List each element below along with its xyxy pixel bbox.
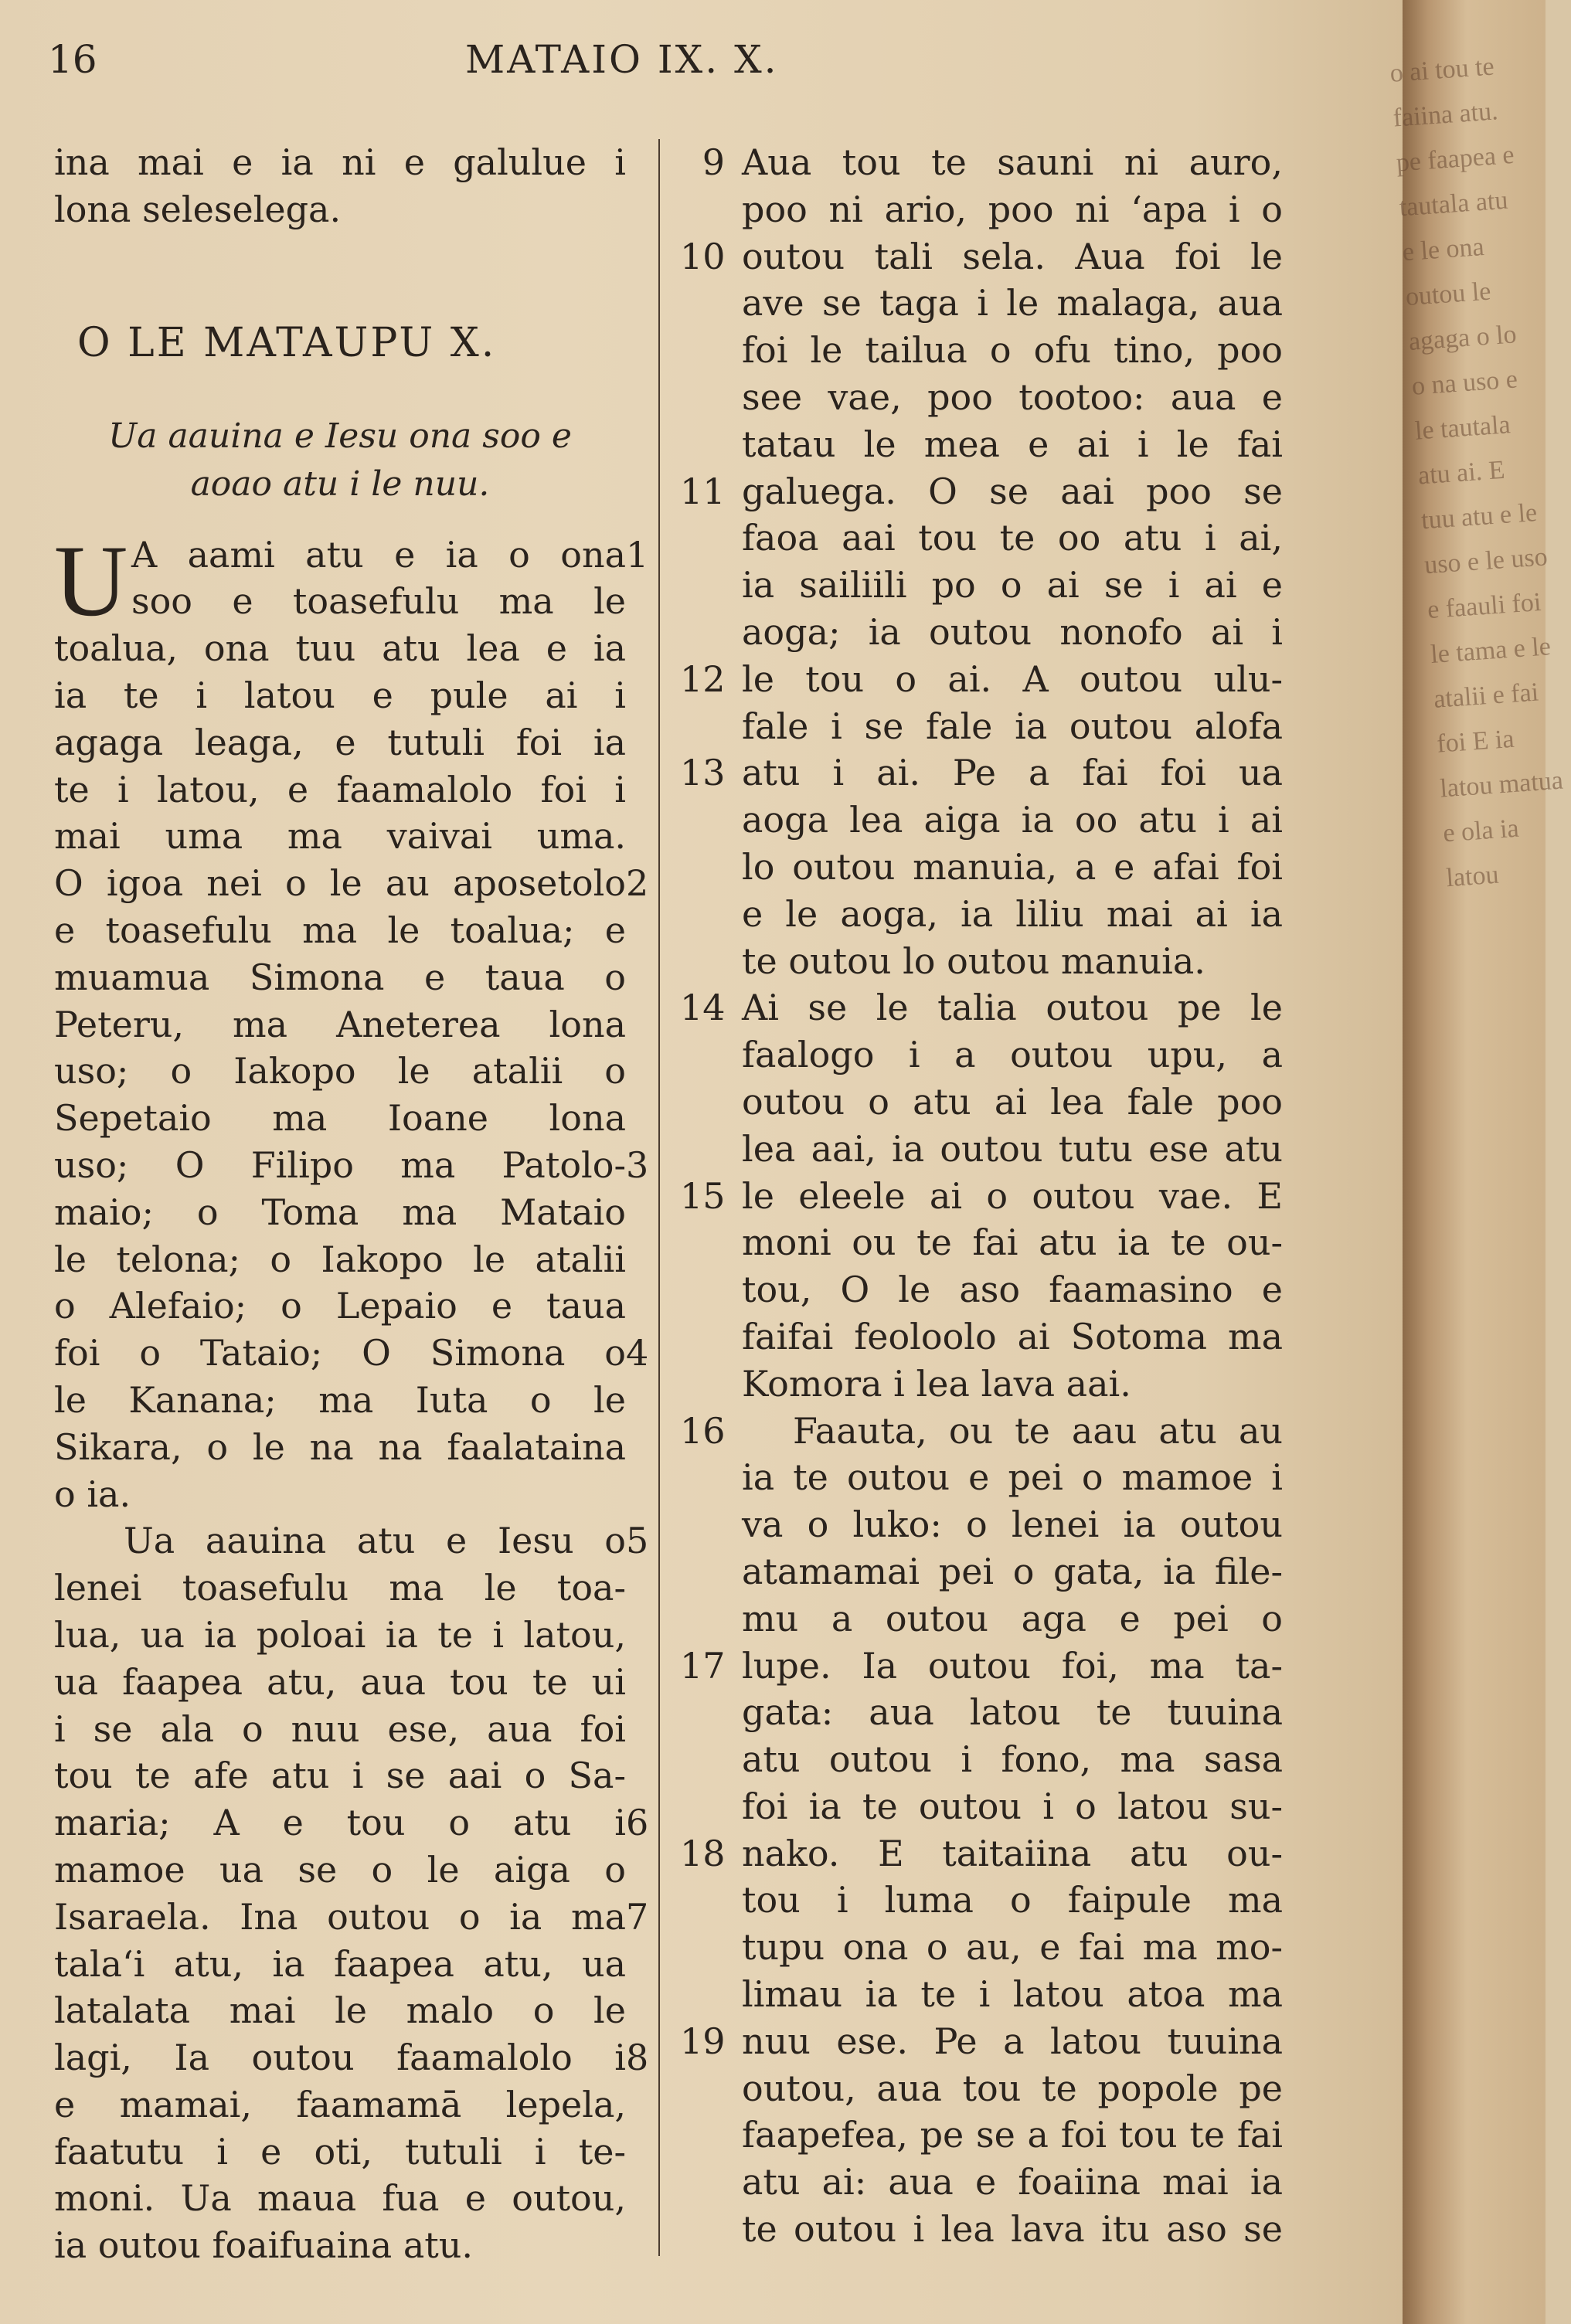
text-line xyxy=(680,1877,1283,1924)
text-line xyxy=(680,421,1283,468)
text-line xyxy=(54,1659,626,1706)
text-line xyxy=(54,860,649,907)
text-line xyxy=(54,1517,649,1565)
text-line xyxy=(680,1643,1283,1690)
line-text: poo ni ario, poo ni ‘apa i o xyxy=(742,188,1283,230)
text-line xyxy=(680,280,1283,327)
line-text: lea aai, ia outou tutu ese atu xyxy=(742,1127,1283,1170)
line-text: tatau le mea e ai i le fai xyxy=(742,423,1283,465)
line-text: mu a outou aga e pei o xyxy=(742,1597,1283,1639)
verse-number: 4 xyxy=(626,1332,649,1374)
page-header xyxy=(48,37,1269,91)
text-line xyxy=(680,1924,1283,1971)
line-text: ia te outou e pei o mamoe i xyxy=(742,1456,1283,1499)
text-line xyxy=(680,1971,1283,2018)
text-line xyxy=(54,954,626,1001)
text-line xyxy=(680,1830,1283,1877)
line-text: o ia. xyxy=(54,1473,131,1515)
line-text: outou, aua tou te popole pe xyxy=(742,2067,1283,2109)
line-text: atu ai: aua e foaiina mai ia xyxy=(742,2161,1283,2203)
verse-block xyxy=(54,523,649,2269)
verse-number: 1 xyxy=(626,533,649,576)
line-text: faifai feoloolo ai Sotoma ma xyxy=(742,1315,1283,1357)
line-text: Aua tou te sauni ni auro, xyxy=(742,141,1283,183)
line-text: gata: aua latou te tuuina xyxy=(742,1691,1283,1734)
text-line xyxy=(54,625,626,672)
text-line xyxy=(54,1283,626,1330)
text-line xyxy=(680,1454,1283,1501)
line-text: le eleele ai o outou vae. E xyxy=(742,1174,1283,1217)
line-text: ia te i latou e pule ai i xyxy=(54,674,626,716)
text-line xyxy=(680,2159,1283,2206)
text-line xyxy=(54,1236,626,1283)
text-line xyxy=(54,813,626,860)
line-text: le tou o ai. A outou ulu- xyxy=(742,657,1283,700)
line-text: maio; o Toma ma Mataio xyxy=(54,1191,626,1233)
line-text: aoga; ia outou nonofo ai i xyxy=(742,610,1283,653)
line-text: le Kanana; ma Iuta o le xyxy=(54,1378,626,1421)
line-text: Peteru, ma Aneterea lona xyxy=(54,1003,626,1045)
line-text: ia sailiili po o ai se i ai e xyxy=(742,564,1283,606)
line-text: atu i ai. Pe a fai foi ua xyxy=(742,752,1283,794)
summary-line: aoao atu i le nuu. xyxy=(190,464,490,504)
verse-number: 7 xyxy=(626,1895,649,1938)
line-text: o Alefaio; o Lepaio e taua xyxy=(54,1285,626,1327)
text-line xyxy=(680,233,1283,280)
text-line xyxy=(54,1471,626,1518)
text-line xyxy=(54,1799,649,1847)
text-line xyxy=(680,797,1283,844)
text-line xyxy=(54,2034,649,2081)
text-line xyxy=(680,562,1283,609)
text-line xyxy=(54,2129,626,2176)
text-line xyxy=(54,1189,626,1236)
line-text: atamamai pei o gata, ia file- xyxy=(742,1550,1283,1592)
line-text: i se ala o nuu ese, aua foi xyxy=(54,1707,626,1750)
running-title: MATAIO IX. X. xyxy=(465,37,779,82)
text-line xyxy=(54,672,626,719)
verse-number: 18 xyxy=(680,1832,726,1874)
line-text: Sikara, o le na na faalataina xyxy=(54,1425,626,1468)
text-line xyxy=(680,2065,1283,2112)
text-line xyxy=(54,532,649,579)
text-line: lona seleselega. xyxy=(54,188,342,230)
line-text: foi le tailua o ofu tino, poo xyxy=(742,329,1283,372)
verse-number: 11 xyxy=(680,470,726,512)
verse-number: 3 xyxy=(626,1143,649,1186)
line-text: Sepetaio ma Ioane lona xyxy=(54,1097,626,1140)
chapter-title: O LE MATAUPU X. xyxy=(77,319,497,366)
verse-number: 17 xyxy=(680,1644,726,1687)
line-text: Isaraela. Ina outou o ia ma xyxy=(54,1895,626,1938)
line-text: faapefea, pe se a foi tou te fai xyxy=(742,2114,1283,2156)
line-text: lagi, Ia outou faamalolo i xyxy=(54,2037,626,2079)
line-text: te outou i lea lava itu aso se xyxy=(742,2208,1283,2251)
verse-number: 12 xyxy=(680,657,726,700)
text-line xyxy=(54,1987,626,2034)
verse-number: 9 xyxy=(702,141,725,183)
verse-number: 13 xyxy=(680,752,726,794)
line-text: A aami atu e ia o ona xyxy=(131,533,626,576)
line-text: e le aoga, ia liliu mai ai ia xyxy=(742,892,1283,935)
text-line xyxy=(680,1595,1283,1643)
line-text: mai uma ma vaivai uma. xyxy=(54,815,626,858)
text-line xyxy=(54,766,626,814)
line-text: ave se taga i le malaga, aua xyxy=(742,282,1283,324)
text-line xyxy=(54,1142,649,1189)
line-text: outou tali sela. Aua foi le xyxy=(742,235,1283,277)
line-text: nuu ese. Pe a latou tuuina xyxy=(742,2020,1283,2062)
text-line xyxy=(54,1752,626,1799)
text-line xyxy=(680,468,1283,515)
text-line xyxy=(54,578,626,625)
line-text: lua, ua ia poloai ia te i latou, xyxy=(54,1613,626,1656)
line-text: le telona; o Iakopo le atalii xyxy=(54,1238,626,1280)
line-text: latalata mai le malo o le xyxy=(54,1989,626,2032)
line-text: faalogo i a outou upu, a xyxy=(742,1034,1283,1076)
text-line xyxy=(680,1313,1283,1361)
line-text: tou i luma o faipule ma xyxy=(742,1879,1283,1921)
text-line xyxy=(680,1219,1283,1266)
text-line xyxy=(680,609,1283,656)
text-line xyxy=(680,1783,1283,1830)
line-text: tou te afe atu i se aai o Sa- xyxy=(54,1755,626,1797)
line-text: Komora i lea lava aai. xyxy=(742,1362,1131,1405)
verse-number: 14 xyxy=(680,987,726,1029)
facing-page-edge xyxy=(1389,0,1564,2324)
text-line xyxy=(54,1941,626,1988)
line-text: e mamai, faamamā lepela, xyxy=(54,2083,626,2125)
line-text: tou, O le aso faamasino e xyxy=(742,1269,1283,1311)
line-text: fale i se fale ia outou alofa xyxy=(742,705,1283,747)
left-column xyxy=(54,139,649,2269)
line-text: outou o atu ai lea fale poo xyxy=(742,1080,1283,1123)
verse-number: 19 xyxy=(680,2020,726,2062)
line-text: Ua aauina atu e Iesu o xyxy=(124,1520,626,1562)
line-text: Ai se le talia outou pe le xyxy=(742,987,1283,1029)
text-line xyxy=(54,1706,626,1753)
line-text: agaga leaga, e tutuli foi ia xyxy=(54,721,626,763)
line-text: toalua, ona tuu atu lea e ia xyxy=(54,627,626,670)
text-line xyxy=(54,1330,649,1377)
text-line xyxy=(680,186,1283,233)
verse-number: 16 xyxy=(680,1409,726,1452)
line-text: ia outou foaifuaina atu. xyxy=(54,2224,473,2267)
text-line xyxy=(680,1031,1283,1079)
text-line xyxy=(680,984,1283,1031)
line-text: uso; o Iakopo le atalii o xyxy=(54,1050,626,1092)
text-line xyxy=(54,2081,626,2129)
line-text: te i latou, e faamalolo foi i xyxy=(54,768,626,810)
line-text: te outou lo outou manuia. xyxy=(742,939,1205,982)
line-text: lupe. Ia outou foi, ma ta- xyxy=(742,1644,1283,1687)
text-line xyxy=(680,1736,1283,1783)
text-line xyxy=(54,1847,626,1894)
text-line xyxy=(680,1266,1283,1313)
text-line xyxy=(680,844,1283,891)
line-text: maria; A e tou o atu i xyxy=(54,1802,626,1844)
line-text: Faauta, ou te aau atu au xyxy=(793,1409,1283,1452)
line-text: aoga lea aiga ia oo atu i ai xyxy=(742,799,1283,841)
verse-number: 6 xyxy=(626,1802,649,1844)
page-number: 16 xyxy=(48,37,97,82)
text-line xyxy=(680,1501,1283,1548)
text-line xyxy=(54,2175,626,2222)
line-text: lenei toasefulu ma le toa- xyxy=(54,1567,626,1609)
line-text: moni ou te fai atu ia te ou- xyxy=(742,1221,1283,1264)
text-line xyxy=(680,1408,1283,1455)
text-line xyxy=(680,938,1283,985)
line-text: lo outou manuia, a e afai foi xyxy=(742,845,1283,888)
text-line xyxy=(54,1377,626,1424)
text-line xyxy=(54,907,626,954)
verse-number: 8 xyxy=(626,2037,649,2079)
text-line xyxy=(680,515,1283,562)
text-line xyxy=(54,1424,626,1471)
text-line xyxy=(54,1612,626,1659)
text-line xyxy=(54,1001,626,1048)
text-line xyxy=(680,1079,1283,1126)
text-line xyxy=(54,1095,626,1142)
verse-number: 10 xyxy=(680,235,726,277)
text-line xyxy=(680,749,1283,797)
line-text: O igoa nei o le au aposetolo xyxy=(54,862,626,905)
text-line: ina mai e ia ni e galulue i xyxy=(54,141,626,183)
chapter-summary xyxy=(54,413,626,508)
line-text: nako. E taitaiina atu ou- xyxy=(742,1832,1283,1874)
verse-number: 2 xyxy=(626,862,649,905)
line-text: mamoe ua se o le aiga o xyxy=(54,1848,626,1891)
line-text: moni. Ua maua fua e outou, xyxy=(54,2177,626,2220)
drop-cap: U xyxy=(54,523,128,637)
line-text: foi o Tataio; O Simona o xyxy=(54,1332,626,1374)
summary-line: Ua aauina e Iesu ona soo e xyxy=(108,416,572,456)
verse-number: 15 xyxy=(680,1174,726,1217)
line-text: tala‘i atu, ia faapea atu, ua xyxy=(54,1942,626,1985)
line-text: limau ia te i latou atoa ma xyxy=(742,1973,1283,2016)
text-line xyxy=(54,1894,649,1941)
line-text: faatutu i e oti, tutuli i te- xyxy=(54,2130,626,2173)
text-line xyxy=(54,1048,626,1095)
text-line xyxy=(680,1548,1283,1595)
line-text: e toasefulu ma le toalua; e xyxy=(54,909,626,951)
text-line xyxy=(54,2222,626,2269)
text-line xyxy=(680,139,1283,186)
line-text: see vae, poo tootoo: aua e xyxy=(742,375,1283,418)
line-text: tupu ona o au, e fai ma mo- xyxy=(742,1926,1283,1969)
line-text: muamua Simona e taua o xyxy=(54,956,626,998)
text-line xyxy=(680,374,1283,421)
verse-number: 5 xyxy=(626,1520,649,1562)
line-text: soo e toasefulu ma le xyxy=(131,580,626,623)
text-line xyxy=(680,327,1283,374)
line-text: uso; O Filipo ma Patolo- xyxy=(54,1143,626,1186)
line-text: va o luko: o lenei ia outou xyxy=(742,1503,1283,1546)
text-line xyxy=(54,719,626,766)
line-text: faoa aai tou te oo atu i ai, xyxy=(742,517,1283,559)
text-line xyxy=(680,2206,1283,2253)
text-line xyxy=(54,1565,626,1612)
right-column xyxy=(680,139,1283,2253)
text-line xyxy=(680,891,1283,938)
text-line xyxy=(680,1173,1283,1220)
line-text: foi ia te outou i o latou su- xyxy=(742,1785,1283,1827)
line-text: galuega. O se aai poo se xyxy=(742,470,1283,512)
text-line xyxy=(680,656,1283,703)
line-text: atu outou i fono, ma sasa xyxy=(742,1738,1283,1781)
text-line xyxy=(680,1361,1283,1408)
text-line xyxy=(680,1126,1283,1173)
bleed-through-text: o ai tou te faiina atu. pe faapea e tautala atu e le ona outou le agaga o lo o na uso e le tautala atu ai. E tuu atu e le uso e le uso e faauli foi le tama e le atalii e fai foi E ia latou matua e ola ia latou xyxy=(1389,52,1564,893)
text-line xyxy=(680,703,1283,750)
text-line xyxy=(680,2112,1283,2159)
text-line xyxy=(680,1689,1283,1736)
line-text: ua faapea atu, aua tou te ui xyxy=(54,1660,626,1703)
text-line xyxy=(680,2018,1283,2065)
